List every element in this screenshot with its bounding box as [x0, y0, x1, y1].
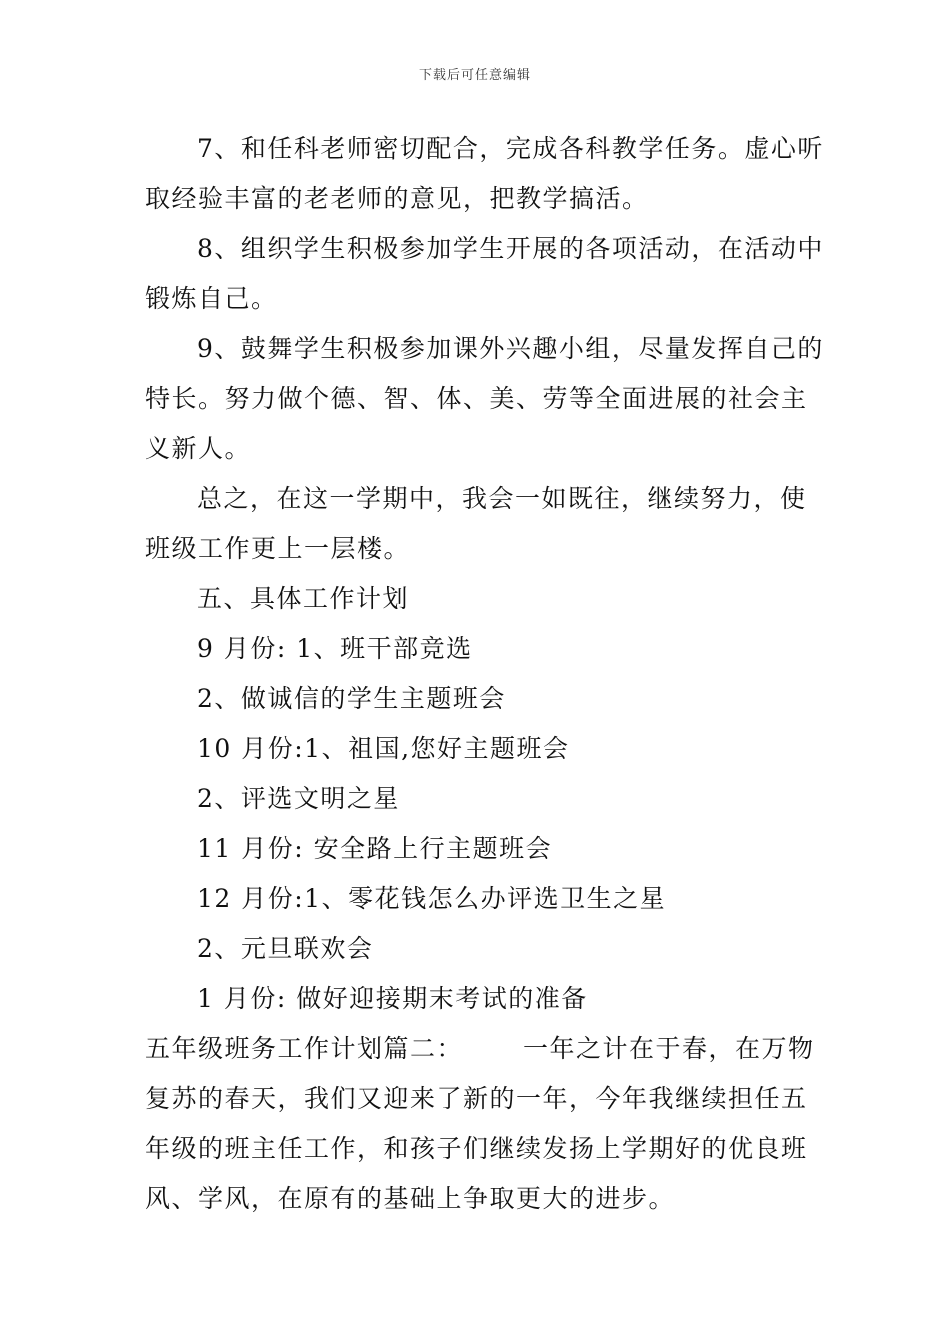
plan-item: 2、元旦联欢会 — [197, 934, 374, 963]
plan-item: 2、评选文明之星 — [197, 784, 400, 813]
paragraph-line: 义新人。 — [145, 434, 252, 463]
paragraph-line: 取经验丰富的老老师的意见，把教学搞活。 — [145, 184, 649, 213]
section-heading: 五、具体工作计划 — [197, 584, 410, 613]
paragraph-line: 锻炼自己。 — [145, 284, 278, 313]
paragraph-line: 7、和任科老师密切配合，完成各科教学任务。虚心听 — [197, 134, 824, 163]
section-two-opening: 一年之计在于春，在万物 — [523, 1034, 815, 1063]
plan-item: 1 月份: 做好迎接期末考试的准备 — [197, 984, 588, 1013]
paragraph-line: 班级工作更上一层楼。 — [145, 534, 411, 563]
paragraph-line: 9、鼓舞学生积极参加课外兴趣小组，尽量发挥自己的 — [197, 334, 824, 363]
paragraph-line: 总之，在这一学期中，我会一如既往，继续努力，使 — [197, 484, 807, 513]
document-body — [145, 124, 824, 1224]
header-note: 下载后可任意编辑 — [418, 68, 531, 83]
plan-item: 11 月份: 安全路上行主题班会 — [197, 834, 553, 863]
paragraph-line: 特长。努力做个德、智、体、美、劳等全面进展的社会主 — [145, 384, 808, 413]
section-two-first-line — [145, 1024, 815, 1074]
paragraph-line: 风、学风，在原有的基础上争取更大的进步。 — [145, 1184, 676, 1213]
section-two-title: 五年级班务工作计划篇二： — [145, 1034, 464, 1063]
paragraph-line: 8、组织学生积极参加学生开展的各项活动，在活动中 — [197, 234, 824, 263]
paragraph-line: 年级的班主任工作，和孩子们继续发扬上学期好的优良班 — [145, 1134, 808, 1163]
paragraph-line: 复苏的春天，我们又迎来了新的一年，今年我继续担任五 — [145, 1084, 808, 1113]
plan-item: 9 月份: 1、班干部竞选 — [197, 634, 473, 663]
plan-item: 10 月份:1、祖国,您好主题班会 — [197, 734, 570, 763]
plan-item: 12 月份:1、零花钱怎么办评选卫生之星 — [197, 884, 667, 913]
plan-item: 2、做诚信的学生主题班会 — [197, 684, 506, 713]
